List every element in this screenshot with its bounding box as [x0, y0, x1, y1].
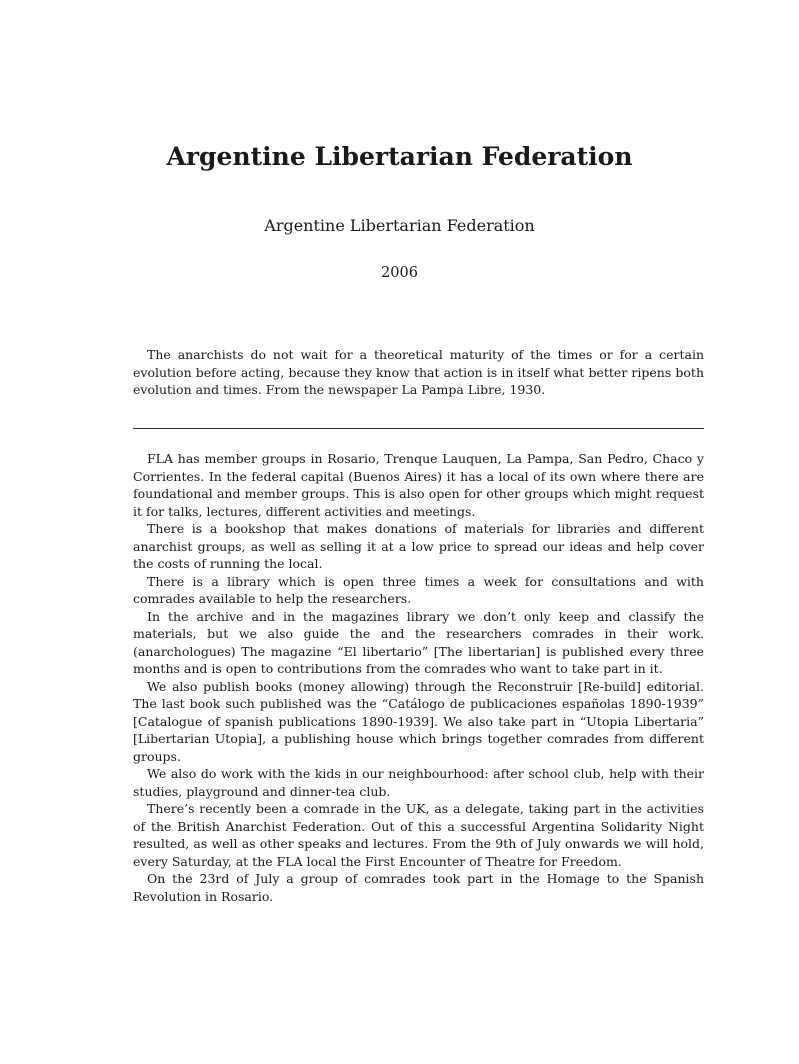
epigraph-abstract: The anarchists do not wait for a theoretical maturity of the times or for a certain evolution before acting, because they know that action is in itself what better ripens both evolution and times. From the newspaper La Pampa Libre, 1930.: [133, 347, 704, 397]
document-body: [133, 450, 704, 905]
section-divider: [133, 428, 704, 429]
body-paragraph: We also do work with the kids in our neighbourhood: after school club, help with their studies, playground and dinner-tea club.: [133, 766, 704, 799]
body-paragraph: We also publish books (money allowing) through the Reconstruir [Re-build] editorial. The last book such published was the “Catálogo de publicaciones españolas 1890-1939” [Catalogue of spanish publications 1890-1939]. We also take part in “Utopia Libertaria” [Libertarian Utopia], a publishing house which brings together comrades from different groups.: [133, 678, 704, 764]
body-paragraph: There is a library which is open three times a week for consultations and with comrades available to help the researchers.: [133, 573, 704, 606]
body-paragraph: On the 23rd of July a group of comrades took part in the Homage to the Spanish Revolution in Rosario.: [133, 871, 704, 904]
document-author: Argentine Libertarian Federation: [264, 216, 535, 235]
document-title: Argentine Libertarian Federation: [166, 142, 633, 171]
body-paragraph: FLA has member groups in Rosario, Trenque Lauquen, La Pampa, San Pedro, Chaco y Corrientes. In the federal capital (Buenos Aires) it has a local of its own where there are foundational and member groups. This is also open for other groups which might request it for talks, lectures, different activities and meetings.: [133, 451, 704, 519]
body-paragraph: There’s recently been a comrade in the UK, as a delegate, taking part in the activities of the British Anarchist Federation. Out of this a successful Argentina Solidarity Night resulted, as well as other speaks and lectures. From the 9th of July onwards we will hold, every Saturday, at the FLA local the First Encounter of Theatre for Freedom.: [133, 801, 704, 869]
document-date: 2006: [381, 265, 418, 281]
body-paragraph: There is a bookshop that makes donations of materials for libraries and different anarchist groups, as well as selling it at a low price to spread our ideas and help cover the costs of running the local.: [133, 521, 704, 571]
body-paragraph: In the archive and in the magazines library we don’t only keep and classify the materials, but we also guide the and the researchers comrades in their work. (anarchologues) The magazine “El libertario” [The libertarian] is published every three months and is open to contributions from the comrades who want to take part in it.: [133, 608, 704, 676]
